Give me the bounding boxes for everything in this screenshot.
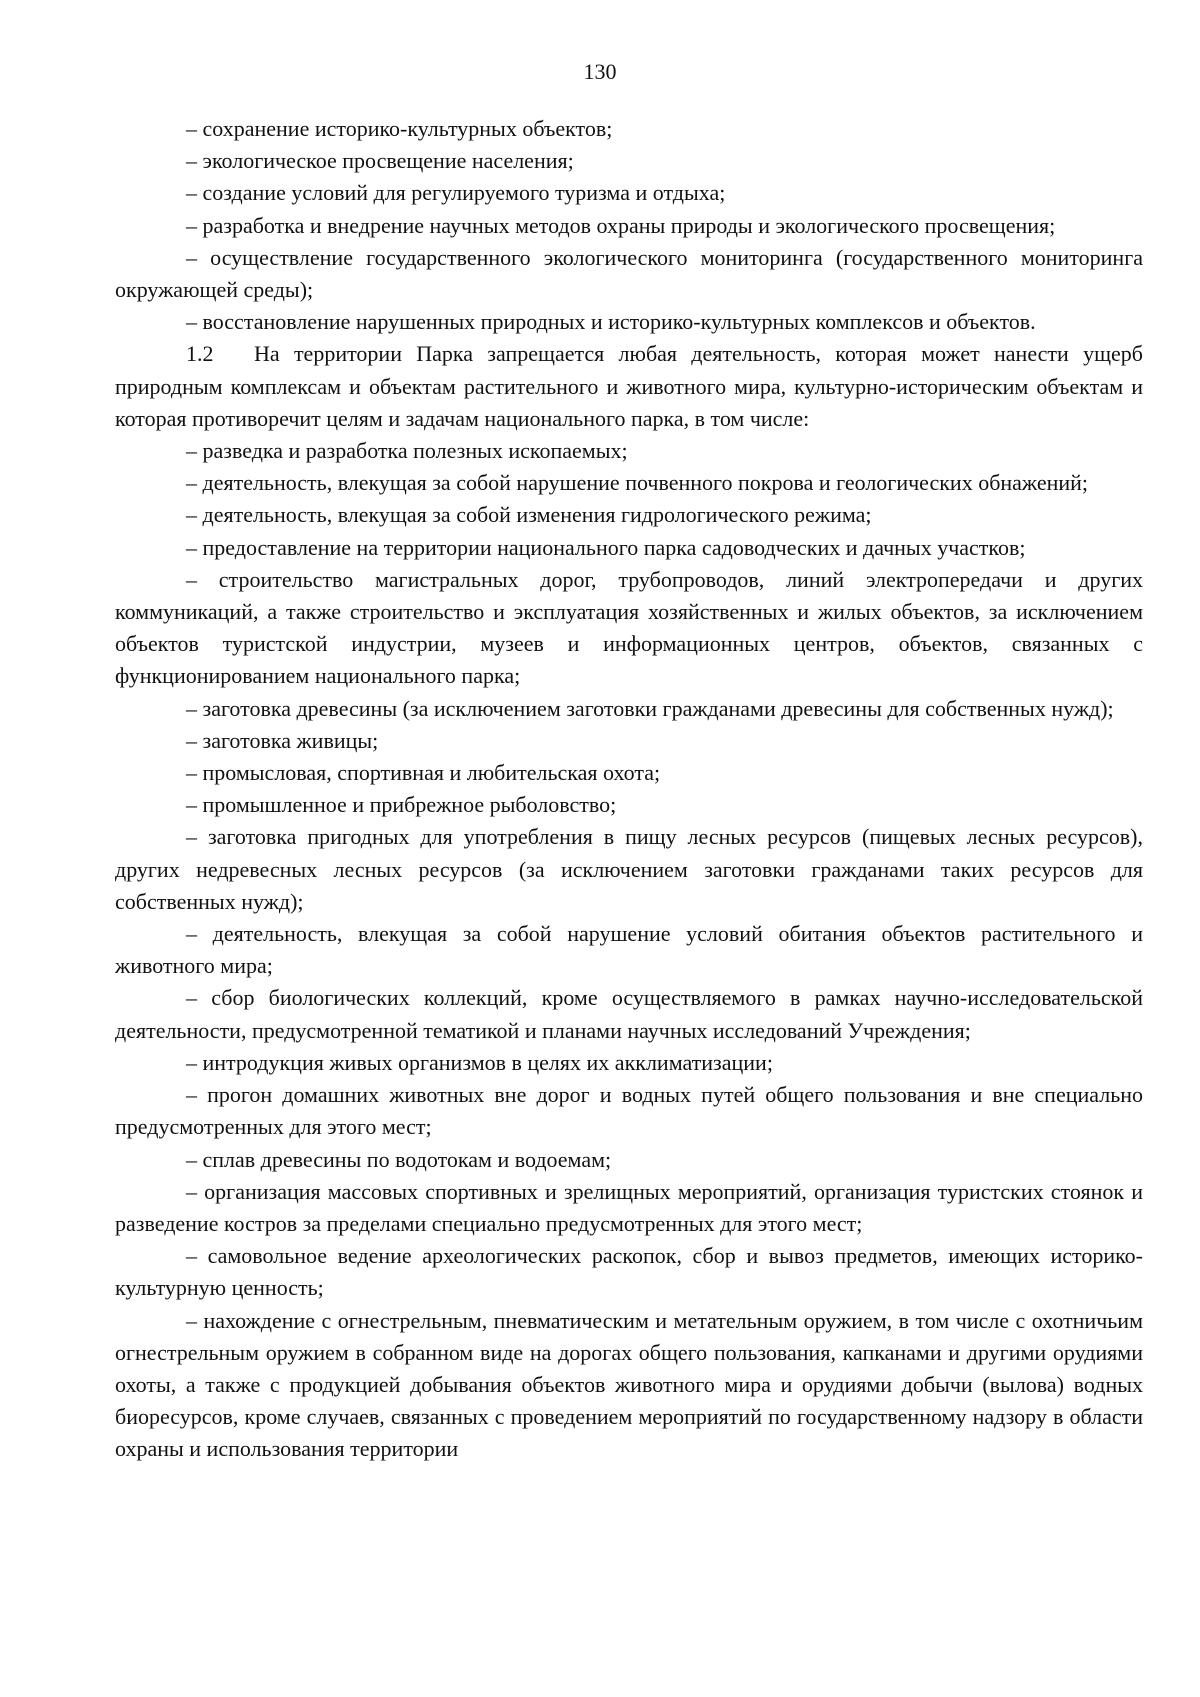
list-item: – интродукция живых организмов в целях их акклиматизации; <box>186 1049 773 1075</box>
section-number: 1.2 <box>186 341 214 367</box>
list-item: – заготовка древесины (за исключением заготовки гражданами древесины для собственных нужд); <box>186 695 1114 721</box>
list-item: – предоставление на территории национального парка садоводческих и дачных участков; <box>186 534 1026 560</box>
list-item: – нахождение с огнестрельным, пневматическим и метательным оружием, в том числе с охотничьим огнестрельным оружием в собранном виде на дорогах общего пользования, капканами и другими орудиями охоты, а также с продукцией добывания объектов животного мира и орудиями добычи (вылова) водных биоресурсов, кроме случаев, связанных с проведением мероприятий по государственному надзору в области охраны и использования территории <box>115 1307 1143 1462</box>
list-item: – деятельность, влекущая за собой нарушение условий обитания объектов растительного и животного мира; <box>115 921 1143 979</box>
page-number: 130 <box>583 59 617 84</box>
list-item: – заготовка пригодных для употребления в пищу лесных ресурсов (пищевых лесных ресурсов), других недревесных лесных ресурсов (за исключением заготовки гражданами таких ресурсов для собственных нужд); <box>115 824 1143 914</box>
section-text: На территории Парка запрещается любая деятельность, которая может нанести ущерб природным комплексам и объектам растительного и животного мира, культурно-историческим объектам и которая противоречит целям и задачам национального парка, в том числе: <box>115 341 1143 431</box>
list-item: – сплав древесины по водотокам и водоемам; <box>186 1146 612 1172</box>
list-item: – организация массовых спортивных и зрелищных мероприятий, организация туристских стоянок и разведение костров за пределами специально предусмотренных для этого мест; <box>115 1178 1143 1236</box>
document-body <box>115 113 1143 1466</box>
list-item: – деятельность, влекущая за собой нарушение почвенного покрова и геологических обнажений; <box>186 470 1089 496</box>
list-item: – деятельность, влекущая за собой изменения гидрологического режима; <box>186 502 872 528</box>
list-item: – разработка и внедрение научных методов охраны природы и экологического просвещения; <box>186 212 1056 238</box>
list-item: – разведка и разработка полезных ископаемых; <box>186 438 628 464</box>
section-1-2 <box>115 338 1143 435</box>
list-item: – заготовка живицы; <box>186 727 379 753</box>
list-item: – прогон домашних животных вне дорог и водных путей общего пользования и вне специально предусмотренных для этого мест; <box>115 1082 1143 1140</box>
list-item: – сохранение историко-культурных объектов; <box>186 116 613 141</box>
list-item: – строительство магистральных дорог, трубопроводов, линий электропередачи и других коммуникаций, а также строительство и эксплуатация хозяйственных и жилых объектов, за исключением объектов туристской индустрии, музеев и информационных центров, объектов, связанных с функционированием национального парка; <box>115 566 1143 689</box>
list-item: – восстановление нарушенных природных и историко-культурных комплексов и объектов. <box>186 309 1036 335</box>
list-item: – сбор биологических коллекций, кроме осуществляемого в рамках научно-исследовательской деятельности, предусмотренной тематикой и планами научных исследований Учреждения; <box>115 985 1143 1043</box>
list-item: – промысловая, спортивная и любительская охота; <box>186 760 661 786</box>
list-item: – создание условий для регулируемого туризма и отдыха; <box>186 180 726 206</box>
list-item: – самовольное ведение археологических раскопок, сбор и вывоз предметов, имеющих историко-культурную ценность; <box>115 1243 1143 1301</box>
list-item: – экологическое просвещение населения; <box>186 148 574 174</box>
list-item: – осуществление государственного экологического мониторинга (государственного мониторинга окружающей среды); <box>115 244 1143 303</box>
list-item: – промышленное и прибрежное рыболовство; <box>186 792 617 818</box>
